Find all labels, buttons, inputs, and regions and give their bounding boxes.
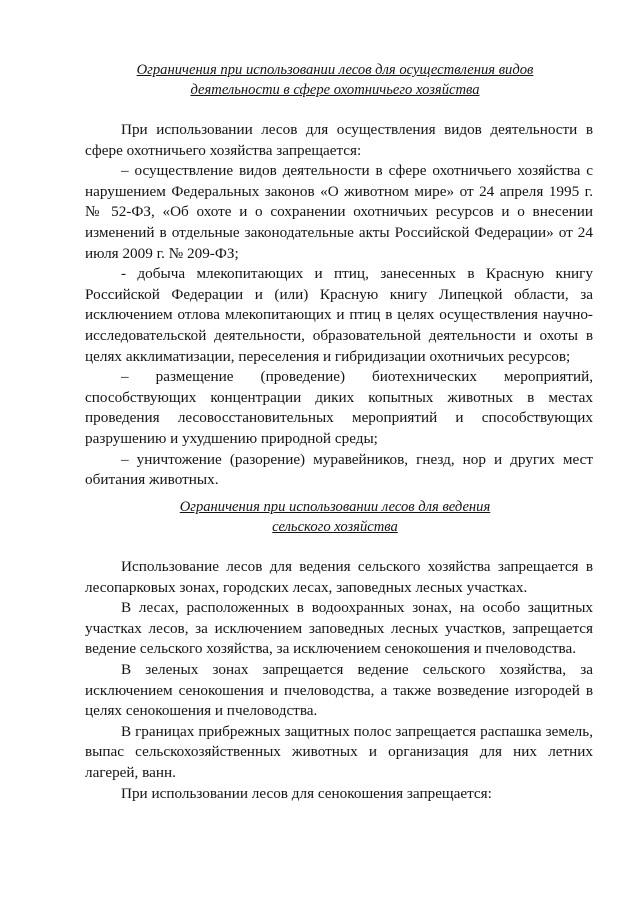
agriculture-section-body [85, 557, 593, 804]
body-paragraph: Использование лесов для ведения сельского хозяйства запрещается в лесопарковых зонах, городских лесах, заповедных лесных участках. [85, 558, 593, 596]
restriction-paragraph: - добыча млекопитающих и птиц, занесенных в Красную книгу Российской Федерации и (или) Красную книгу Липецкой области, за исключением отлова млекопитающих и птиц в целях осуществления научно-исследовательской деятельности, образовательной деятельности и охоты в целях акклиматизации, переселения и гибридизации охотничьих ресурсов; [85, 265, 593, 365]
restriction-paragraph: – осуществление видов деятельности в сфере охотничьего хозяйства с нарушением Федеральных законов «О животном мире» от 24 апреля 1995 г. № 52-ФЗ, «Об охоте и о сохранении охотничьих ресурсов и о внесении изменений в отдельные законодательные акты Российской Федерации» от 24 июля 2009 г. № 209-ФЗ; [85, 162, 593, 262]
hunting-section-body [85, 120, 593, 491]
heading-line: сельского хозяйства [272, 518, 398, 535]
heading-line: деятельности в сфере охотничьего хозяйства [190, 81, 480, 98]
restriction-paragraph: – уничтожение (разорение) муравейников, гнезд, нор и других мест обитания животных. [85, 450, 593, 489]
body-paragraph: В зеленых зонах запрещается ведение сельского хозяйства, за исключением сенокошения и пчеловодства, а также возведение изгородей в целях сенокошения и пчеловодства. [85, 660, 593, 720]
intro-paragraph: При использовании лесов для осуществления видов деятельности в сфере охотничьего хозяйства запрещается: [85, 121, 593, 159]
body-paragraph: При использовании лесов для сенокошения запрещается: [121, 784, 492, 802]
body-paragraph: В границах прибрежных защитных полос запрещается распашка земель, выпас сельскохозяйственных животных и организация для них летних лагерей, ванн. [85, 722, 593, 781]
heading-line: Ограничения при использовании лесов для осуществления видов [136, 62, 534, 78]
restriction-paragraph: – размещение (проведение) биотехнических мероприятий, способствующих концентрации диких копытных животных в местах проведения лесовосстановительных мероприятий и способствующих разрушению и ухудшению природной среды; [85, 368, 593, 447]
heading-line: Ограничения при использовании лесов для ведения [179, 499, 491, 515]
hunting-section-heading [70, 61, 600, 100]
body-paragraph: В лесах, расположенных в водоохранных зонах, на особо защитных участках лесов, за исключением заповедных лесных участков, запрещается ведение сельского хозяйства, за исключением сенокошения и пчеловодства. [85, 599, 593, 658]
agriculture-section-heading [70, 498, 600, 537]
